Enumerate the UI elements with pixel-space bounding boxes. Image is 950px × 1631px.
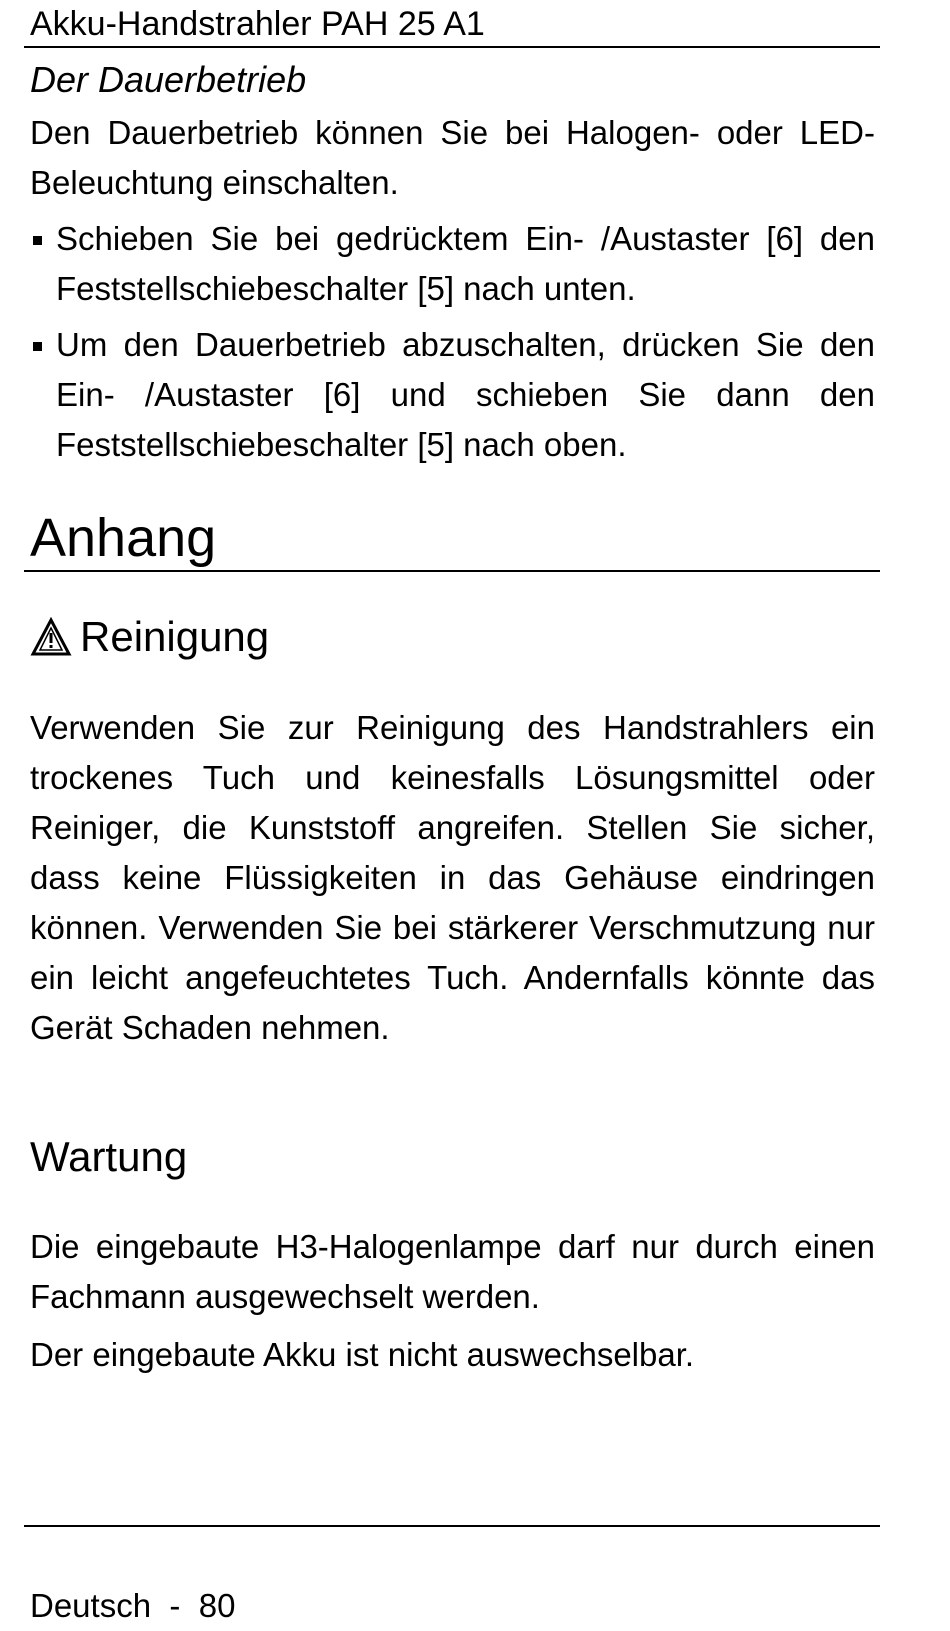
wartung-paragraph: Der eingebaute Akku ist nicht auswechselbar. — [30, 1336, 695, 1373]
reinigung-text: Verwenden Sie zur Reinigung des Handstrahlers ein trockenes Tuch und keinesfalls Lösungsmittel oder Reiniger, die Kunststoff angreifen. Stellen Sie sicher, dass keine Flüssigkeiten in das Gehäuse eindringen können. Verwenden Sie bei stärkerer Verschmutzung nur ein leicht angefeuchtetes Tuch. Andernfalls könnte das Gerät Schaden nehmen. — [30, 709, 875, 1046]
bullet-item — [30, 214, 875, 314]
running-header: Akku-Handstrahler PAH 25 A1 — [30, 5, 485, 43]
bullet-text: Um den Dauerbetrieb abzuschalten, drücken Sie den Ein- /Austaster [6] und schieben Sie dann den Feststellschiebeschalter [5] nach oben. — [56, 326, 875, 463]
header-rule — [24, 46, 880, 48]
bullet-item — [30, 320, 875, 470]
dauerbetrieb-heading: Der Dauerbetrieb — [30, 59, 307, 100]
bullet-marker — [33, 236, 42, 245]
reinigung-heading-row — [30, 612, 875, 662]
reinigung-heading: Reinigung — [80, 613, 270, 660]
dauerbetrieb-section — [30, 58, 875, 470]
wartung-heading: Wartung — [30, 1133, 188, 1180]
page-footer: Deutsch - 80 — [30, 1587, 236, 1624]
bullet-marker — [33, 342, 42, 351]
footer-rule — [24, 1525, 880, 1527]
wartung-section — [30, 1222, 875, 1380]
anhang-rule — [24, 570, 880, 572]
wartung-paragraph: Die eingebaute H3-Halogenlampe darf nur durch einen Fachmann ausgewechselt werden. — [30, 1228, 875, 1315]
bullet-text: Schieben Sie bei gedrücktem Ein- /Austaster [6] den Feststellschiebeschalter [5] nach unten. — [56, 220, 875, 307]
dauerbetrieb-intro: Den Dauerbetrieb können Sie bei Halogen- oder LED-Beleuchtung einschalten. — [30, 114, 875, 201]
anhang-heading: Anhang — [30, 508, 217, 568]
warning-triangle-icon — [30, 617, 72, 657]
